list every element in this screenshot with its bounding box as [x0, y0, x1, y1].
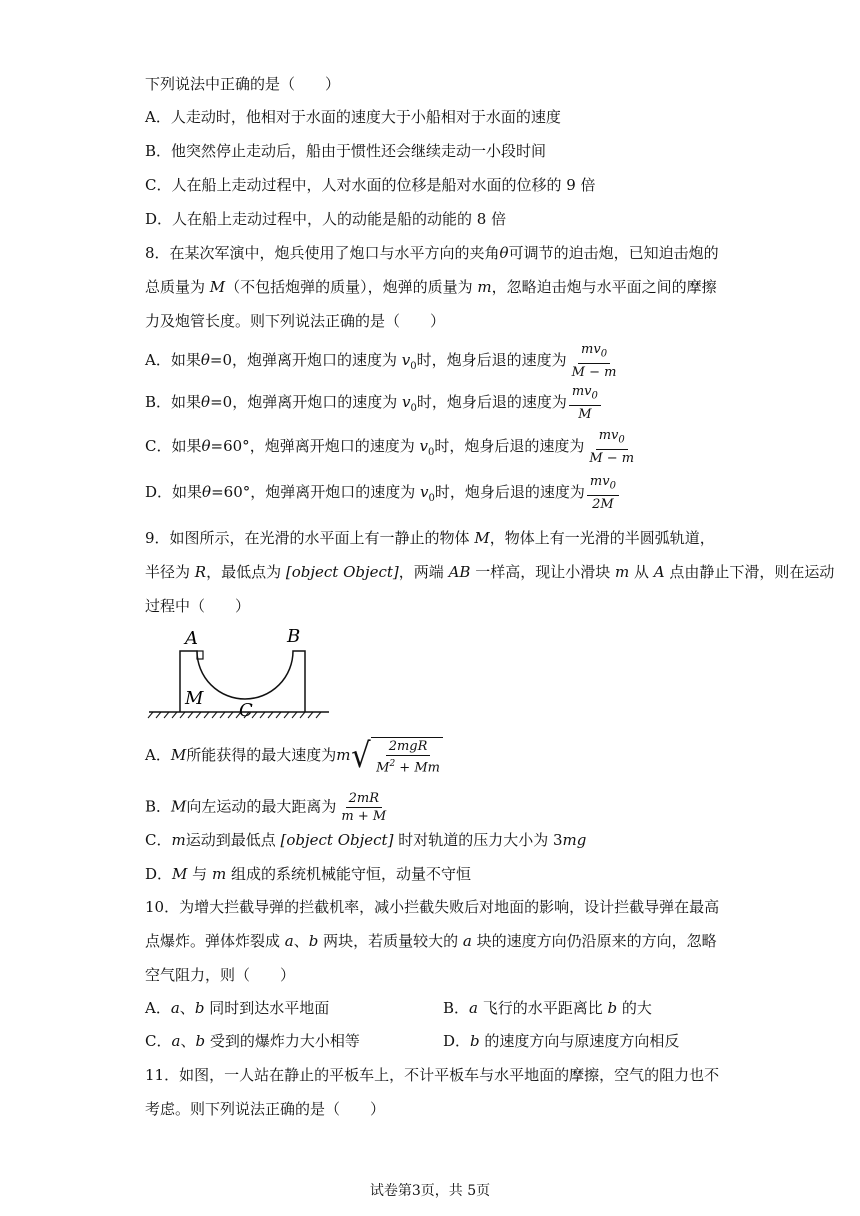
sqrt: √ $\frac{\text{2mgR}}{M^2 + Mm}$	[350, 737, 443, 775]
q9-option-b: B．M向左运动的最大距离为 $\frac{2mR}{m + M}$	[145, 791, 389, 824]
q11-stem-line1: 11．如图，一人站在静止的平板车上，不计平板车与水平地面的摩擦，空气的阻力也不	[145, 1066, 720, 1084]
q8-option-a: A．如果θ=0，炮弹离开炮口的速度为 $v_0$时，炮身后退的速度为 $\frac{mv_0}{M - m}$	[145, 342, 619, 380]
q10-option-d: D．b 的速度方向与原速度方向相反	[443, 1032, 680, 1050]
half-pipe-track-figure	[145, 624, 335, 724]
fraction: $\frac{2mR}{m + M}$	[341, 791, 387, 824]
q7-option-d: D．人在船上走动过程中，人的动能是船的动能的 8 倍	[145, 210, 507, 228]
q8-stem-line1: 8．在某次军演中，炮兵使用了炮口与水平方向的夹角θ可调节的迫击炮，已知迫击炮的	[145, 244, 719, 262]
q9-option-d: D．M 与 m 组成的系统机械能守恒，动量不守恒	[145, 865, 471, 883]
q8-stem-line3: 力及炮管长度。则下列说法正确的是（ ）	[145, 312, 446, 330]
q10-option-c: C．a、b 受到的爆炸力大小相等	[145, 1032, 360, 1050]
page-footer: 试卷第3页，共 5页	[369, 1183, 491, 1199]
label-A: A	[185, 628, 198, 649]
q8-option-c: C．如果θ=60°，炮弹离开炮口的速度为 $v_0$时，炮身后退的速度为 $\frac{mv_0}{M - m}$	[145, 428, 637, 466]
label-C: C	[239, 700, 253, 721]
fraction: $\frac{mv_0}{M - m}$	[589, 428, 635, 466]
q9-option-c: C．m运动到最低点 [object Object] 时对轨道的压力大小为 3mg	[145, 831, 587, 849]
q11-stem-line2: 考虑。则下列说法正确的是（ ）	[145, 1100, 386, 1118]
q10-stem-line1: 10．为增大拦截导弹的拦截机率，减小拦截失败后对地面的影响，设计拦截导弹在最高	[145, 898, 720, 916]
ground-hatching	[148, 712, 321, 718]
q9-stem-line2: 半径为 R，最低点为 [object Object]，两端 AB 一样高，现让小滑块 m 从 A 点由静止下滑，则在运动	[145, 563, 835, 581]
q10-option-b: B．a 飞行的水平距离比 b 的大	[443, 999, 652, 1017]
fraction: $\frac{mv_0}{M}$	[569, 384, 601, 422]
q7-option-c: C．人在船上走动过程中，人对水面的位移是船对水面的位移的 9 倍	[145, 176, 596, 194]
q8-option-d: D．如果θ=60°，炮弹离开炮口的速度为 $v_0$时，炮身后退的速度为 $\frac{mv_0}{2M}$	[145, 474, 619, 512]
q10-stem-line2: 点爆炸。弹体炸裂成 a、b 两块，若质量较大的 a 块的速度方向仍沿原来的方向，忽略	[145, 932, 717, 950]
q9-stem-line3: 过程中（ ）	[145, 597, 251, 615]
q8-option-b: B．如果θ=0，炮弹离开炮口的速度为 $v_0$时，炮身后退的速度为 $\frac{mv_0}{M}$	[145, 384, 601, 422]
label-M: M	[185, 688, 204, 709]
fraction: $\frac{mv_0}{2M}$	[587, 474, 619, 512]
q9-stem-line1: 9．如图所示，在光滑的水平面上有一静止的物体 M，物体上有一光滑的半圆弧轨道，	[145, 529, 715, 547]
q8-stem-line2: 总质量为 M（不包括炮弹的质量），炮弹的质量为 m，忽略迫击炮与水平面之间的摩擦	[145, 278, 717, 296]
fraction: $\frac{\text{2mgR}}{M^2 + Mm}$	[376, 739, 440, 776]
q10-option-a: A．a、b 同时到达水平地面	[145, 999, 330, 1017]
fraction: $\frac{mv_0}{M - m}$	[571, 342, 617, 380]
q7-intro: 下列说法中正确的是（ ）	[145, 75, 341, 93]
q9-option-a: A．M所能获得的最大速度为m √ $\frac{\text{2mgR}}{M^2 + Mm}$	[145, 737, 443, 775]
q7-option-a: A．人走动时，他相对于水面的速度大于小船相对于水面的速度	[145, 108, 561, 126]
label-B: B	[287, 626, 301, 647]
q7-option-b: B．他突然停止走动后，船由于惯性还会继续走动一小段时间	[145, 142, 547, 160]
q10-stem-line3: 空气阻力，则（ ）	[145, 966, 296, 984]
